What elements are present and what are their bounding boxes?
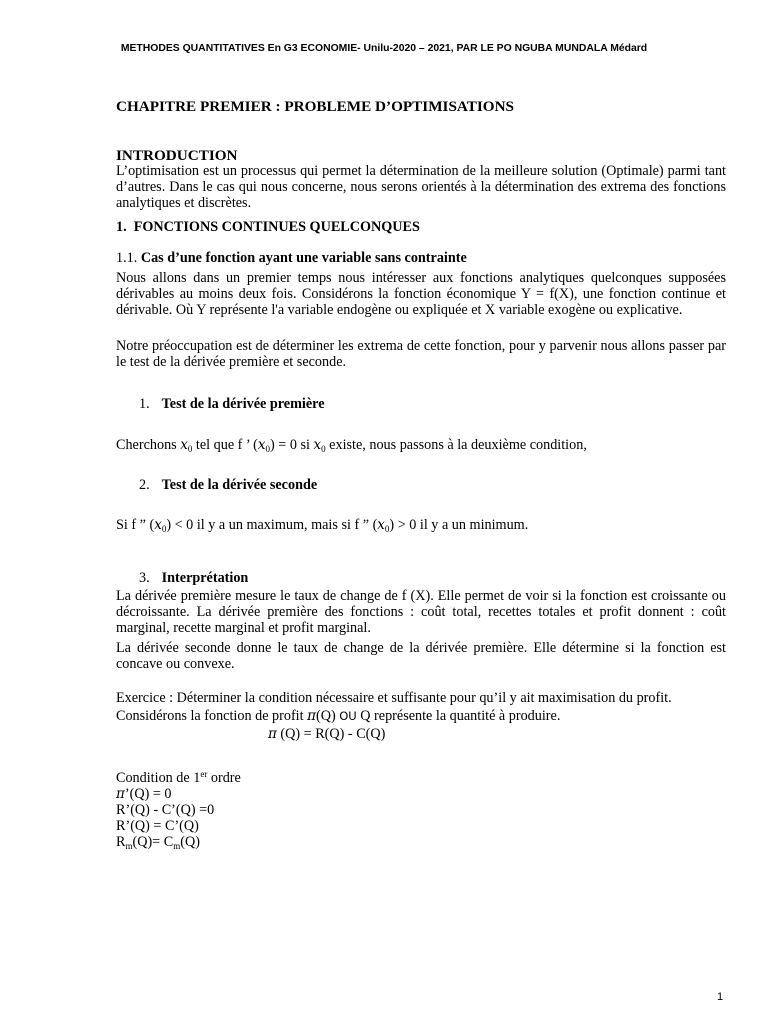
exercise-consider-line — [116, 708, 560, 725]
test-1-heading — [139, 396, 325, 413]
text-run: (Q) — [180, 834, 200, 850]
math-subscript: 0 — [384, 524, 390, 534]
interpretation-paragraph-2: La dérivée seconde donne le taux de change de la dérivée première. Elle détermine si la fonction est concave ou convexe. — [116, 640, 726, 673]
math-subscript: 0 — [265, 444, 271, 454]
condition-label — [116, 766, 241, 786]
math-x: x — [313, 437, 322, 453]
first-order-condition-block — [116, 766, 241, 854]
text-run: Si f ” ( — [116, 517, 155, 533]
math-x: x — [377, 517, 385, 533]
text-run: Condition de 1 — [116, 770, 201, 786]
profit-formula — [268, 726, 385, 743]
subscript: m — [125, 841, 133, 851]
text-run: (Q)= C — [132, 834, 174, 850]
test-2-heading — [139, 477, 317, 494]
text-run: ) > 0 il y a un minimum. — [389, 517, 529, 533]
math-x: x — [180, 437, 188, 453]
text-run: ) = 0 si — [270, 437, 314, 453]
text-run: ) < 0 il y a un maximum, mais si f ” ( — [166, 517, 378, 533]
condition-line-1 — [116, 786, 241, 802]
text-run: tel que f ’ ( — [192, 437, 258, 453]
introduction-paragraph: L’optimisation est un processus qui permet la détermination de la meilleure solution (Optimale) parmi tant d’autres. Dans le cas qui nous concerne, nous serons orientés à la détermination des extrema des fonctions analytiques et discrètes. — [116, 163, 726, 212]
running-header: METHODES QUANTITATIVES En G3 ECONOMIE- Unilu-2020 – 2021, PAR LE PO NGUBA MUNDALA Médard — [120, 43, 648, 54]
math-subscript: 0 — [321, 444, 326, 454]
list-title: Test de la dérivée première — [161, 396, 325, 412]
text-run: existe, nous passons à la deuxième condition, — [325, 437, 587, 453]
text-run: ordre — [207, 770, 241, 786]
interpretation-paragraph-1: La dérivée première mesure le taux de change de f (X). Elle permet de voir si la fonction est croissante ou décroissante. La dérivée première des fonctions : coût total, recettes totales et profit donnent : coût marginal, recette marginal et profit marginal. — [116, 588, 726, 637]
list-title: Interprétation — [161, 570, 249, 586]
test-3-heading — [139, 570, 248, 587]
paragraph-function-intro: Nous allons dans un premier temps nous intéresser aux fonctions analytiques quelconques supposées dérivables au moins deux fois. Considérons la fonction économique Y = f(X), une fonction continue et dérivable. Où Y représente l'a variable endogène ou expliquée et X variable exogène ou explicative. — [116, 270, 726, 319]
subscript: m — [173, 841, 181, 851]
chapter-title: CHAPITRE PREMIER : PROBLEME D’OPTIMISATIONS — [116, 98, 514, 115]
text-run: Considérons la fonction de profit — [116, 708, 308, 724]
list-number: 1. — [139, 396, 150, 412]
introduction-heading: INTRODUCTION — [116, 147, 238, 164]
list-title: Test de la dérivée seconde — [161, 477, 318, 493]
list-number: 2. — [139, 477, 150, 493]
text-run: Cherchons — [116, 437, 181, 453]
math-pi: π — [307, 708, 316, 724]
condition-line-2: R’(Q) - C’(Q) =0 — [116, 802, 215, 818]
subsection-1-1-heading — [116, 250, 467, 267]
math-pi: π — [116, 786, 125, 802]
text-run: OU — [339, 709, 357, 723]
math-x: x — [154, 517, 162, 533]
subsection-number: 1.1. — [116, 250, 138, 266]
paragraph-extrema: Notre préoccupation est de déterminer les extrema de cette fonction, pour y parvenir nous allons passer par le test de la dérivée première et seconde. — [116, 338, 726, 371]
subsection-title: Cas d’une fonction ayant une variable sans contrainte — [140, 250, 467, 266]
condition-line-4 — [116, 834, 241, 854]
list-number: 3. — [139, 570, 150, 586]
section-1-number: 1. — [116, 219, 127, 235]
condition-line-3: R’(Q) = C’(Q) — [116, 818, 199, 834]
exercise-statement: Exercice : Déterminer la condition nécessaire et suffisante pour qu’il y ait maximisation du profit. — [116, 690, 672, 706]
text-run: ’(Q) = 0 — [124, 786, 172, 802]
math-subscript: 0 — [187, 444, 193, 454]
math-subscript: 0 — [161, 524, 167, 534]
section-1-heading — [116, 219, 420, 236]
text-run: Q représente la quantité à produire. — [356, 708, 561, 724]
math-x: x — [257, 437, 266, 453]
first-derivative-condition — [116, 437, 587, 454]
text-run: (Q) — [315, 708, 340, 724]
superscript: er — [200, 769, 208, 779]
math-pi: π — [268, 726, 277, 742]
section-1-title: FONCTIONS CONTINUES QUELCONQUES — [133, 219, 420, 235]
text-run: (Q) = R(Q) - C(Q) — [276, 726, 386, 742]
page-number: 1 — [717, 991, 724, 1003]
text-run: R — [116, 834, 126, 850]
second-derivative-condition — [116, 517, 528, 534]
